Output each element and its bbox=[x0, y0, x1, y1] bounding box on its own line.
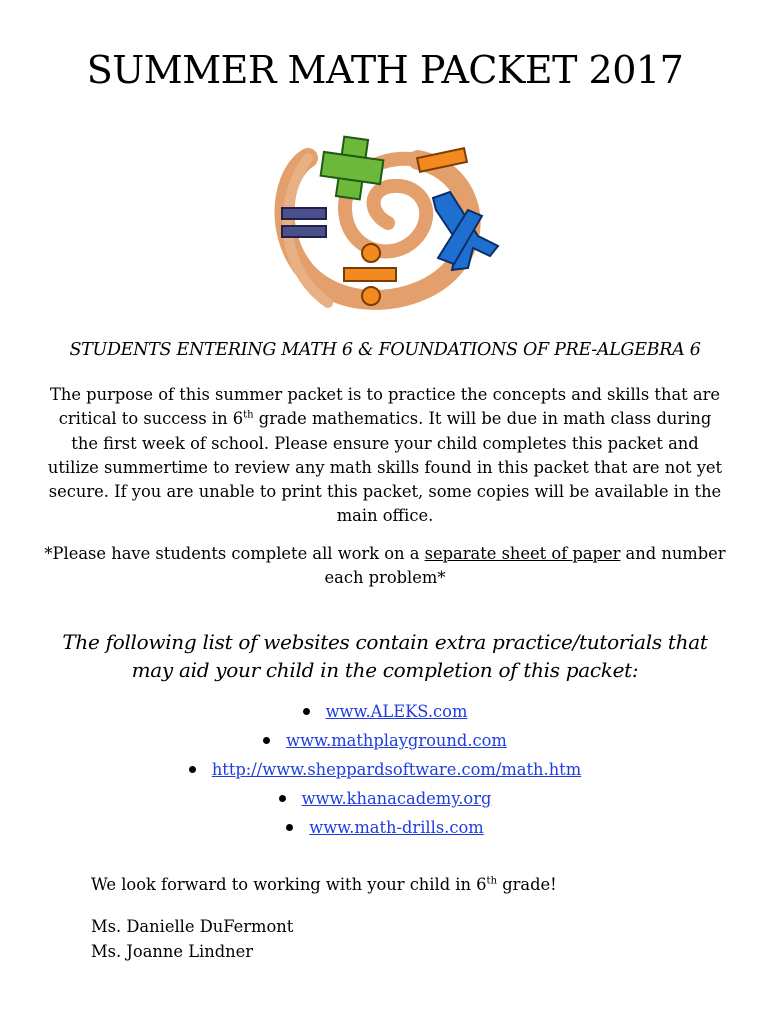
subtitle: STUDENTS ENTERING MATH 6 & FOUNDATIONS OF PRE-ALGEBRA 6 bbox=[69, 340, 701, 360]
work-note: *Please have students complete all work on a separate sheet of paper and number each problem* bbox=[44, 544, 726, 588]
website-link[interactable]: http://www.sheppardsoftware.com/math.htm bbox=[211, 760, 582, 779]
list-item bbox=[0, 784, 770, 813]
closing-line: We look forward to working with your child in 6th grade! bbox=[91, 875, 557, 894]
bullet-icon bbox=[286, 824, 293, 831]
list-item bbox=[0, 697, 770, 726]
signature-name: Ms. Joanne Lindner bbox=[91, 941, 254, 961]
website-list bbox=[0, 697, 770, 842]
bullet-icon bbox=[263, 737, 270, 744]
list-item bbox=[0, 755, 770, 784]
website-link[interactable]: www.mathplayground.com bbox=[286, 731, 507, 750]
math-operators-spiral-logo bbox=[268, 118, 508, 328]
list-item bbox=[0, 726, 770, 755]
signature-name: Ms. Danielle DuFermont bbox=[91, 917, 294, 936]
signature-block bbox=[91, 915, 293, 964]
bullet-icon bbox=[279, 795, 286, 802]
website-link[interactable]: www.khanacademy.org bbox=[301, 789, 492, 808]
page-title: SUMMER MATH PACKET 2017 bbox=[86, 48, 684, 92]
websites-intro: The following list of websites contain extra practice/tutorials that may aid your child in the completion of this packet: bbox=[62, 630, 708, 682]
website-link[interactable]: www.ALEKS.com bbox=[325, 702, 468, 721]
website-link[interactable]: www.math-drills.com bbox=[309, 818, 484, 837]
purpose-paragraph: The purpose of this summer packet is to practice the concepts and skills that are critical to success in 6th grade mathematics. It will be due in math class during the first week of school. Please ensure your child completes this packet and utilize summertime to review any math skills found in this packet that are not yet secure. If you are unable to print this packet, some copies will be available in the main office. bbox=[47, 385, 723, 526]
underlined-text: separate sheet of paper bbox=[424, 544, 621, 563]
bullet-icon bbox=[303, 708, 310, 715]
list-item bbox=[0, 813, 770, 842]
bullet-icon bbox=[189, 766, 196, 773]
